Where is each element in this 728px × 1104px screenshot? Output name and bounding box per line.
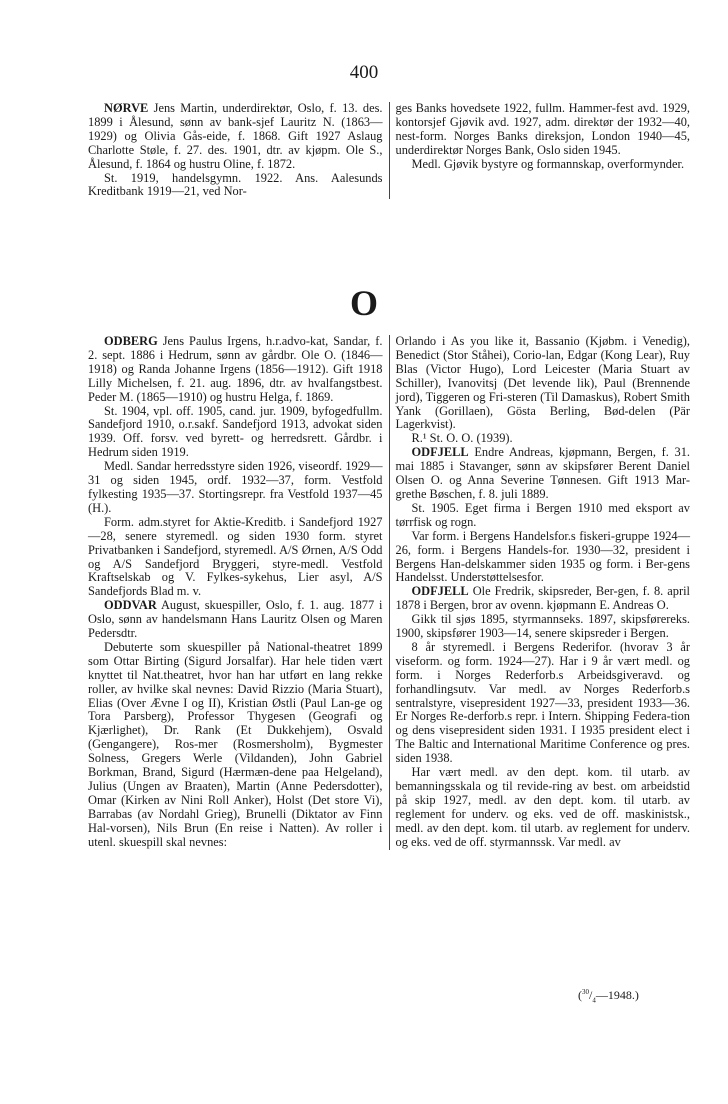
entry-paragraph (396, 502, 691, 530)
entry-surname: ODDVAR (104, 598, 157, 613)
entry-paragraph (88, 405, 383, 461)
entry-surname: ODFJELL (411, 584, 469, 599)
entry-text: Jens Martin, underdirektør, Oslo, f. 13. des. 1899 i Ålesund, sønn av bank-sjef Lauritz N. (1863—1929) og Olivia Gås-eide, f. 1868. Gift 1927 Aslaug Charlotte Støle, f. 27. des. 1901, dtr. av kjøpm. Ole S., Ålesund, f. 1864 og hustru Oline, f. 1872. (88, 101, 383, 171)
entry-paragraph (396, 102, 691, 158)
entry-text: Var form. i Bergens Handelsfor.s fiskeri-gruppe 1924—26, form. i Bergens Handels-for. 1930—32, president i Bergens Han-delskammer siden 1935 og form. i Ber-gens Handelsst. Understøttelsesfor. (395, 528, 690, 585)
entry-text: Ole Fredrik, skipsreder, Ber-gen, f. 8. april 1878 i Bergen, bror av ovenn. kjøpmann E. Andreas O. (395, 584, 690, 613)
section-letter: O (349, 283, 378, 323)
main-right-column (390, 335, 691, 850)
entry-start (88, 102, 383, 172)
top-right-column (390, 102, 691, 199)
entry-paragraph (396, 158, 691, 172)
entry-paragraph (396, 641, 691, 766)
entry-text: 8 år styremedl. i Bergens Rederifor. (hvorav 3 år viseform. og form. 1924—27). Har i 9 år vært medl. og form. i Norges Rederforb.s Arbeidsgiveravd. og forhandlingsutv. Var medl. av Norges Rederforb.s sentralstyre, visepresident 1927—33, president 1933—36. Er Norges Re-derforb.s repr. i Intern. Shipping Federa-tion og dens visepresident siden 1931. I 1935 president elect i The Baltic and International Maritime Conference og pres. siden 1938. (395, 639, 690, 766)
entry-surname: ODBERG (104, 334, 158, 348)
entry-paragraph (88, 172, 383, 200)
entry-paragraph (88, 641, 383, 850)
entry-text: Endre Andreas, kjøpmann, Bergen, f. 31. mai 1885 i Stavanger, sønn av skipsfører Berent Daniel Olsen O. og Anna Severine Tønnesen. Gift 1913 Mar-grethe Bøschen, f. 8. juli 1889. (395, 445, 690, 501)
entry-text: R.¹ St. O. O. (1939). (411, 431, 513, 446)
entry-start (396, 585, 691, 613)
date-rest: —1948.) (595, 988, 639, 1002)
entry-text: Har vært medl. av den dept. kom. til utarb. av bemanningsskala og til revide-ring av best. om arbeidstid på skip 1927, medl. av den dept. kom. til utarb. av reglement for underv. og eks. ved de off. maskinistsk., medl. av den dept. kom. til utarb. av reglement for underv. og eks. ved de off. styrmannssk. Var medl. av (395, 765, 690, 849)
top-left-column (88, 102, 390, 199)
entry-text: Medl. Gjøvik bystyre og formannskap, overformynder. (411, 156, 685, 171)
date-stamp: $(^{30}/_4—1948.)$ (578, 988, 639, 1005)
entry-paragraph (396, 335, 691, 432)
entry-text: Form. adm.styret for Aktie-Kreditb. i Sandefjord 1927—28, senere styremedl. og siden 1930 form. styret Privatbanken i Sandefjord, styremedl. A/S Ørnen, A/S Odd og A/S Sandefjord Bryggeri, styre-medl. Vestfold Kraftselskab og V. Fylkes-sykehus, Lier asyl, A/S Sandefjords Blad m. v. (88, 514, 383, 599)
entry-text: ges Banks hovedsete 1922, fullm. Hammer-fest avd. 1929, kontorsjef Gjøvik avd. 1927, adm. direktør der 1932—40, nest-form. Norges Banks direksjon, London 1940—45, underdirektør Norges Bank, Oslo siden 1945. (395, 101, 690, 157)
entry-text: Jens Paulus Irgens, h.r.advo-kat, Sandar, f. 2. sept. 1886 i Hedrum, sønn av gårdbr. Ole O. (1846—1918) og Randa Johanne Irgens (1856—1912). Gift 1918 Lilly Michelsen, f. 21. aug. 1896, dtr. av hvalfangstbest. Peder M. (1865—1910) og hustru Helga, f. 1869. (88, 334, 383, 404)
entry-text: St. 1904, vpl. off. 1905, cand. jur. 1909, byfogedfullm. Sandefjord 1910, o.r.sakf. Sandefjord 1913, advokat siden 1939. Off. forsv. ved byrett- og herredsrett. Gårdbr. i Hedrum siden 1919. (88, 403, 383, 460)
top-entries (88, 102, 690, 199)
entry-paragraph (88, 460, 383, 516)
entry-start (88, 599, 383, 641)
entry-text: St. 1919, handelsgymn. 1922. Ans. Aalesunds Kreditbank 1919—21, ved Nor- (88, 170, 383, 199)
main-left-column (88, 335, 390, 850)
entry-text: Orlando i As you like it, Bassanio (Kjøbm. i Venedig), Benedict (Stor Ståhei), Corio-lan, Edgar (Kong Lear), Ruy Blas (Victor Hugo), Lord Leicester (Maria Stuart av Schiller), Ivanovitsj (Det levende lik), Paul (Brennende jord), Tiggeren og Fri-steren (Til Damaskus), Robert Smith Yank (Gorillaen), Gösta Berling, Bød-delen (Pär Lagerkvist). (395, 334, 690, 432)
date-numerator: 30 (582, 988, 589, 996)
entry-text: Gikk til sjøs 1895, styrmannseks. 1897, skipsførereks. 1900, skipsfører 1903—14, senere skipsreder i Bergen. (395, 612, 690, 641)
entry-paragraph (396, 766, 691, 849)
page-number: 400 (349, 62, 379, 83)
entry-text: St. 1905. Eget firma i Bergen 1910 med eksport av tørrfisk og rogn. (395, 500, 690, 529)
date-denominator: 4 (592, 996, 596, 1005)
main-entries (88, 335, 690, 850)
entry-text: Debuterte som skuespiller på National-theatret 1899 som Ottar Birting (Sigurd Jorsalfar). Har hele tiden vært knyttet til Nat.theatret, hvor han har utført en lang rekke roller, av hvilke skal nevnes: David Rizzio (Maria Stuart), Elias (Over Ævne I og II), Kristian Østli (Paul Lan-ge og Tora Parsberg), Professor Thygesen (Geografi og Kjærlighet), Dr. Rank (Et Dukkehjem), Osvald (Gengangere), Ros-mer (Rosmersholm), Bygmester Solness, Gregers Werle (Vildanden), John Gabriel Borkman, Brand, Sigurd (Hærmæn-dene paa Helgeland), Julius (Ungen av Braaten), Martin (Anne Pedersdotter), Omar (Kirken av Nini Roll Anker), Holst (Det store Vi), Barrabas (av Nordahl Grieg), Brunelli (Diktator av Finn Hal-vorsen), Nils Brun (En reise i Natten). Av roller i utenl. skuespill skal nevnes: (88, 639, 383, 849)
entry-surname: ODFJELL (411, 445, 469, 460)
entry-surname: NØRVE (104, 101, 149, 115)
entry-paragraph (396, 613, 691, 641)
entry-text: August, skuespiller, Oslo, f. 1. aug. 1877 i Oslo, sønn av handelsmann Hans Lauritz Olsen og Maren Pedersdtr. (88, 598, 383, 641)
entry-text: Medl. Sandar herredsstyre siden 1926, viseordf. 1929—31 og siden 1945, ordf. 1932—37, form. Vestfold fylkesting 1935—37. Stortingsrepr. fra Vestfold 1937—45 (H.). (88, 459, 383, 515)
entry-paragraph (88, 516, 383, 599)
entry-paragraph (396, 432, 691, 446)
entry-paragraph (396, 530, 691, 586)
entry-start (88, 335, 383, 405)
entry-start (396, 446, 691, 502)
